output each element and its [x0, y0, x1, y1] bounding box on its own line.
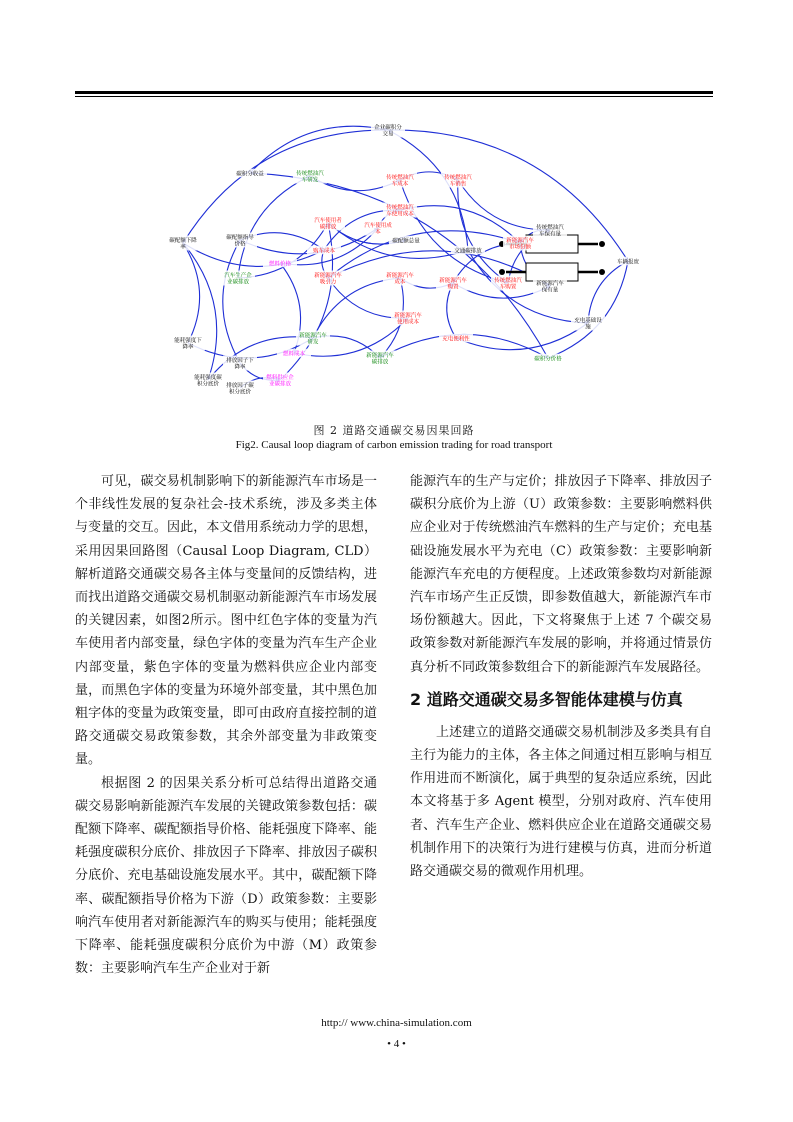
diagram-node-label: 汽车使用者碳排放 [314, 218, 342, 231]
figure-caption-cn: 图 2 道路交通碳交易因果回路 [313, 424, 475, 437]
left-column [75, 470, 377, 980]
diagram-node-label: 车辆报废 [616, 259, 640, 266]
diagram-node-label: 传统燃油汽车研发 [296, 171, 324, 184]
diagram-node-label: 燃料成本 [282, 351, 306, 358]
causal-link-arrow [183, 243, 200, 343]
causal-link-arrow [588, 261, 628, 323]
stock-cloud-4 [599, 269, 605, 275]
diagram-node-label: 新能源汽车成本 [386, 273, 414, 286]
paragraph: 能源汽车的生产与定价；排放因子下降率、排放因子碳积分底价为上游（U）政策参数：主要影响燃料供应企业对于传统燃油汽车燃料的生产与定价；充电基础设施发展水平为充电（C）政策参数：主要影响新能源汽车充电的方便程度。上述政策参数均对新能源汽车市场产生正反馈，即参数值越大，新能源汽车市场份额越大。因此，下文将聚焦于上述 7 个碳交易政策参数对新能源汽车发展的影响，并将通过情景仿真分析不同政策参数组合下的新能源汽车发展路径。 [410, 474, 712, 675]
causal-link-arrow [458, 180, 508, 283]
diagram-node-label: 碳积分价格 [534, 356, 562, 363]
causal-link-arrow [468, 250, 588, 323]
header-rule-thick [75, 91, 713, 94]
figure-caption-en: Fig2. Causal loop diagram of carbon emission trading for road transport [235, 439, 553, 451]
right-column [410, 470, 712, 883]
diagram-node-label: 传统燃油汽车销售 [444, 175, 472, 188]
diagram-node-label: 燃料供应企业碳排放 [266, 375, 294, 388]
diagram-labels [166, 123, 645, 396]
causal-link-arrow [183, 243, 217, 380]
diagram-node-label: 新能源汽车吸引力 [314, 273, 342, 286]
causal-link-arrow [250, 126, 388, 173]
diagram-node-label: 传统燃油汽车保有量 [536, 225, 564, 238]
diagram-node-label: 能耗强度碳积分底价 [194, 375, 222, 388]
diagram-node-label: 新能源汽车保有量 [536, 281, 564, 294]
diagram-node-label: 充电基础设施 [574, 318, 602, 331]
diagram-node-label: 碳配额指导价格 [226, 235, 254, 248]
diagram-node-label: 新能源汽车市场份额 [506, 238, 534, 251]
paragraph: 根据图 2 的因果关系分析可总结得出道路交通碳交易影响新能源汽车发展的关键政策参数包括：碳配额下降率、碳配额指导价格、能耗强度下降率、能耗强度碳积分底价、排放因子下降率、排放因子碳积分底价、充电基础设施发展水平。其中，碳配额下降率、碳配额指导价格为下游（D）政策参数：主要影响汽车使用者对新能源汽车的购买与使用；能耗强度下降率、能耗强度碳积分底价为中游（M）政策参数：主要影响汽车生产企业对于新 [75, 775, 377, 977]
stock-cloud-3 [499, 269, 505, 275]
diagram-node-label: 传统燃油汽车购置 [494, 278, 522, 291]
causal-link-arrow [183, 130, 388, 243]
diagram-node-label: 汽车生产企业碳排放 [224, 273, 252, 286]
causal-link-arrow [447, 283, 456, 338]
diagram-node-label: 新能源汽车购置 [439, 278, 467, 291]
diagram-node-label: 新能源汽车碳排放 [366, 353, 394, 366]
diagram-node-label: 传统燃油汽车成本 [386, 175, 414, 188]
diagram-node-label: 能耗强度下降率 [174, 338, 202, 351]
footer-url: http:// www.china-simulation.com [321, 1017, 472, 1029]
page-number: • 4 • [387, 1038, 406, 1050]
diagram-node-label: 碳积分收益 [236, 171, 264, 178]
paragraph: 上述建立的道路交通碳交易机制涉及多类具有自主行为能力的主体，各主体之间通过相互影响与相互作用进而不断演化，属于典型的复杂适应系统，因此本文将基于多 Agent 模型，分别对政府、汽车使用者、汽车生产企业、燃料供应企业在道路交通碳交易机制作用下的决策行为进行建模与仿真，进而分析道路交通碳交易的微观作用机理。 [410, 724, 712, 880]
diagram-node-label: 汽车使用成本 [364, 223, 392, 236]
diagram-node-label: 新能源汽车研发 [299, 333, 327, 346]
diagram-node-label: 燃料价格 [268, 261, 292, 268]
diagram-node-label: 企业碳积分交易 [374, 125, 402, 138]
diagram-node-label: 充电便利性 [442, 336, 470, 343]
diagram-node-label: 排放因子碳积分底价 [226, 383, 254, 396]
header-rule-thin [75, 96, 713, 97]
diagram-node-label: 排放因子下降率 [226, 358, 254, 371]
stock-cloud-2 [599, 241, 605, 247]
causal-loop-diagram [128, 118, 668, 418]
diagram-edges [183, 126, 628, 388]
section-heading: 2 道路交通碳交易多智能体建模与仿真 [410, 689, 683, 709]
diagram-node-label: 碳配额总量 [392, 238, 420, 245]
causal-link-arrow [223, 240, 240, 363]
causal-link-arrow [328, 231, 520, 278]
paragraph: 可见，碳交易机制影响下的新能源汽车市场是一个非线性发展的复杂社会-技术系统，涉及多类主体与变量的交互。因此，本文借用系统动力学的思想，采用因果回路图（Causal Loop Diagram, CLD）解析道路交通碳交易各主体与变量间的反馈结构，进而找出道路交通碳交易机制驱动新能源汽车市场发展的关键因素，如图2所示。图中红色字体的变量为汽车使用者内部变量，绿色字体的变量为汽车生产企业内部变量，紫色字体的变量为燃料供应企业内部变量，而黑色字体的变量为环境外部变量，其中黑色加粗字体的变量为政策变量，即可由政府直接控制的道路交通碳交易政策参数，其余外部变量为非政策变量。 [75, 474, 377, 768]
stock-box-nev [526, 263, 578, 281]
diagram-node-label: 新能源汽车使用成本 [394, 313, 422, 326]
diagram-node-label: 购车成本 [312, 248, 336, 255]
diagram-node-label: 交通碳排放 [454, 248, 482, 255]
diagram-node-label: 碳配额下降率 [169, 238, 197, 251]
diagram-node-label: 传统燃油汽车使用成本 [386, 205, 414, 218]
